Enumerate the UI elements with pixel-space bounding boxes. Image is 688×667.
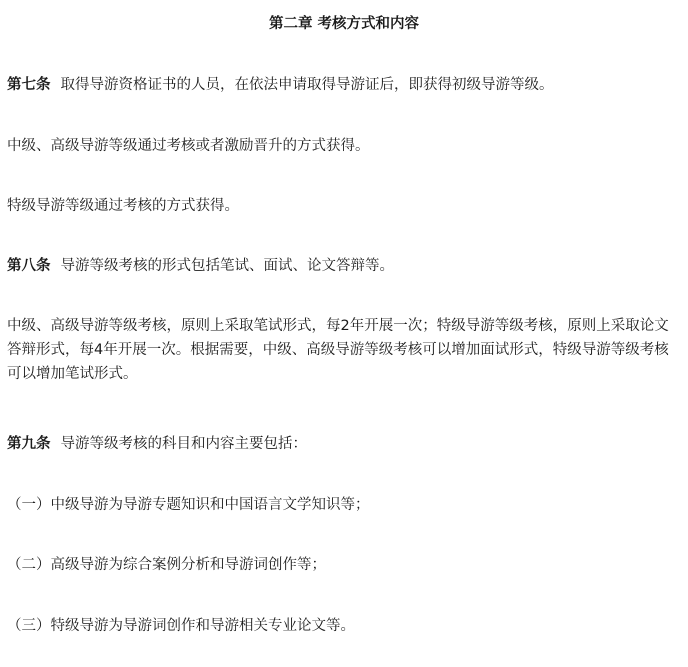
article-7-paragraph (7, 73, 683, 97)
article-9-paragraph (7, 432, 683, 456)
article-8-label: 第八条 (7, 258, 51, 274)
list-item-1: （一）中级导游为导游专题知识和中国语言文学知识等； (7, 497, 370, 513)
article-8-text: 导游等级考核的形式包括笔试、面试、论文答辩等。 (60, 258, 394, 274)
paragraph-exam-forms: 中级、高级导游等级考核，原则上采取笔试形式，每2年开展一次；特级导游等级考核，原则上采取论文答辩形式，每4年开展一次。根据需要，中级、高级导游等级考核可以增加面试形式，特级导游等级考核可以增加笔试形式。 (7, 318, 669, 382)
article-7-label: 第七条 (7, 77, 51, 93)
article-8-paragraph (7, 254, 683, 278)
list-item-3: （三）特级导游为导游词创作和导游相关专业论文等。 (7, 618, 355, 634)
article-9-label: 第九条 (7, 436, 51, 452)
paragraph-mid-senior: 中级、高级导游等级通过考核或者激励晋升的方式获得。 (7, 138, 370, 154)
article-7-text: 取得导游资格证书的人员，在依法申请取得导游证后，即获得初级导游等级。 (60, 77, 554, 93)
paragraph-special: 特级导游等级通过考核的方式获得。 (7, 198, 239, 214)
chapter-title: 第二章 考核方式和内容 (268, 16, 420, 32)
article-9-text: 导游等级考核的科目和内容主要包括： (60, 436, 307, 452)
list-item-2: （二）高级导游为综合案例分析和导游词创作等； (7, 557, 326, 573)
